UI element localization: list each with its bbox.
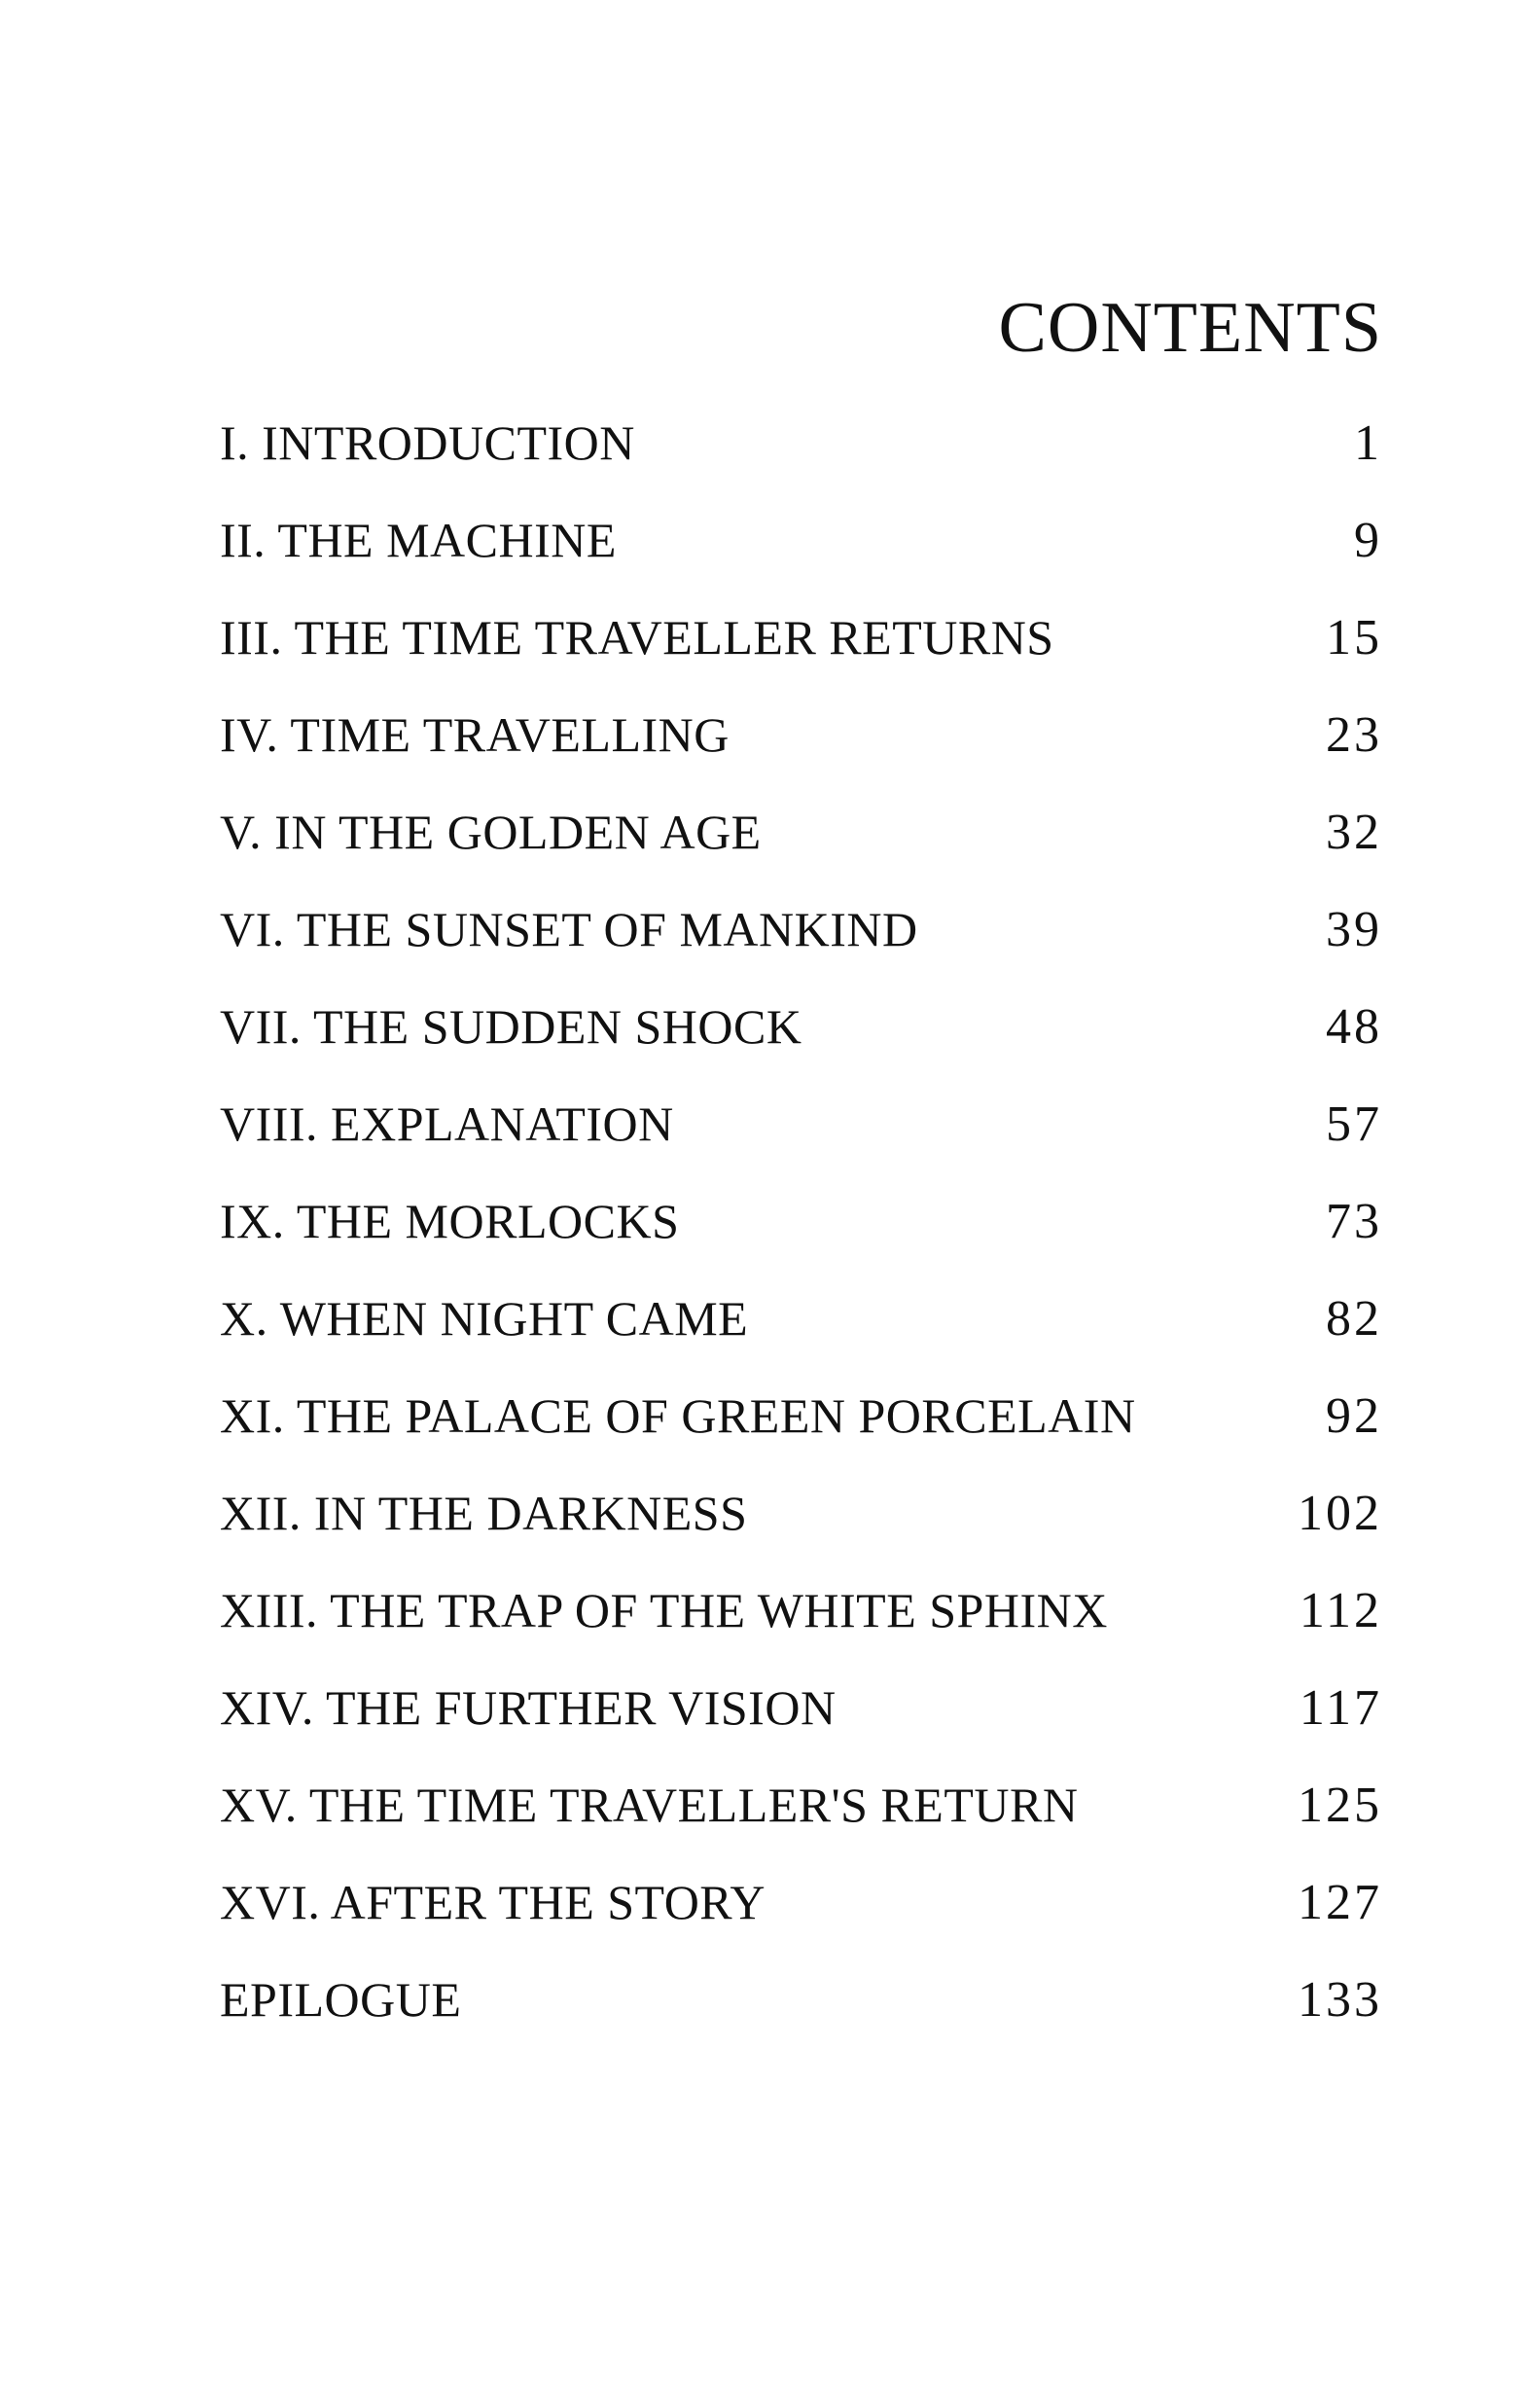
toc-entry-2[interactable] bbox=[220, 511, 1382, 608]
toc-entry-10[interactable] bbox=[220, 1289, 1382, 1386]
toc-entry-label: XIV. THE FURTHER VISION bbox=[220, 1680, 837, 1735]
toc-entry-page: 117 bbox=[1299, 1680, 1382, 1736]
toc-entry-label: VII. THE SUDDEN SHOCK bbox=[220, 999, 802, 1054]
toc-entry-label: XIII. THE TRAP OF THE WHITE SPHINX bbox=[220, 1583, 1108, 1637]
toc-entry-label: VIII. EXPLANATION bbox=[220, 1096, 674, 1151]
page-title: CONTENTS bbox=[998, 288, 1382, 368]
toc-entry-page: 15 bbox=[1326, 610, 1382, 665]
toc-entry-page: 23 bbox=[1326, 707, 1382, 763]
toc-entry-label: VI. THE SUNSET OF MANKIND bbox=[220, 902, 918, 956]
toc-entry-label: III. THE TIME TRAVELLER RETURNS bbox=[220, 610, 1054, 665]
toc-entry-1[interactable] bbox=[220, 413, 1382, 511]
toc-entry-17[interactable] bbox=[220, 1970, 1382, 2067]
toc-entry-label: XVI. AFTER THE STORY bbox=[220, 1875, 766, 1929]
toc-entry-page: 125 bbox=[1298, 1778, 1382, 1833]
toc-entry-4[interactable] bbox=[220, 705, 1382, 803]
toc-entry-page: 127 bbox=[1298, 1875, 1382, 1930]
toc-entry-8[interactable] bbox=[220, 1095, 1382, 1192]
table-of-contents bbox=[220, 413, 1382, 2067]
toc-entry-page: 133 bbox=[1298, 1972, 1382, 2028]
toc-entry-page: 73 bbox=[1326, 1194, 1382, 1249]
toc-entry-page: 102 bbox=[1298, 1486, 1382, 1541]
toc-entry-label: V. IN THE GOLDEN AGE bbox=[220, 805, 762, 859]
toc-entry-5[interactable] bbox=[220, 803, 1382, 900]
toc-entry-page: 32 bbox=[1326, 805, 1382, 860]
toc-entry-13[interactable] bbox=[220, 1581, 1382, 1678]
toc-entry-label: XI. THE PALACE OF GREEN PORCELAIN bbox=[220, 1388, 1136, 1443]
toc-entry-page: 48 bbox=[1326, 999, 1382, 1055]
toc-entry-label: EPILOGUE bbox=[220, 1972, 462, 2027]
toc-entry-page: 82 bbox=[1326, 1291, 1382, 1347]
toc-entry-label: IV. TIME TRAVELLING bbox=[220, 707, 730, 762]
toc-entry-label: II. THE MACHINE bbox=[220, 513, 617, 567]
toc-entry-12[interactable] bbox=[220, 1484, 1382, 1581]
toc-entry-14[interactable] bbox=[220, 1678, 1382, 1776]
toc-entry-label: XV. THE TIME TRAVELLER'S RETURN bbox=[220, 1778, 1079, 1832]
toc-entry-9[interactable] bbox=[220, 1192, 1382, 1289]
toc-entry-7[interactable] bbox=[220, 997, 1382, 1095]
toc-entry-11[interactable] bbox=[220, 1386, 1382, 1484]
toc-entry-6[interactable] bbox=[220, 900, 1382, 997]
toc-entry-page: 112 bbox=[1299, 1583, 1382, 1638]
toc-entry-page: 9 bbox=[1354, 513, 1382, 568]
toc-entry-page: 1 bbox=[1354, 415, 1382, 471]
toc-entry-15[interactable] bbox=[220, 1776, 1382, 1873]
toc-entry-16[interactable] bbox=[220, 1873, 1382, 1970]
toc-entry-label: I. INTRODUCTION bbox=[220, 415, 635, 470]
toc-entry-page: 57 bbox=[1326, 1096, 1382, 1152]
toc-entry-page: 39 bbox=[1326, 902, 1382, 957]
toc-entry-3[interactable] bbox=[220, 608, 1382, 705]
toc-entry-label: X. WHEN NIGHT CAME bbox=[220, 1291, 749, 1346]
toc-entry-label: XII. IN THE DARKNESS bbox=[220, 1486, 748, 1540]
toc-entry-page: 92 bbox=[1326, 1388, 1382, 1444]
toc-entry-label: IX. THE MORLOCKS bbox=[220, 1194, 680, 1248]
